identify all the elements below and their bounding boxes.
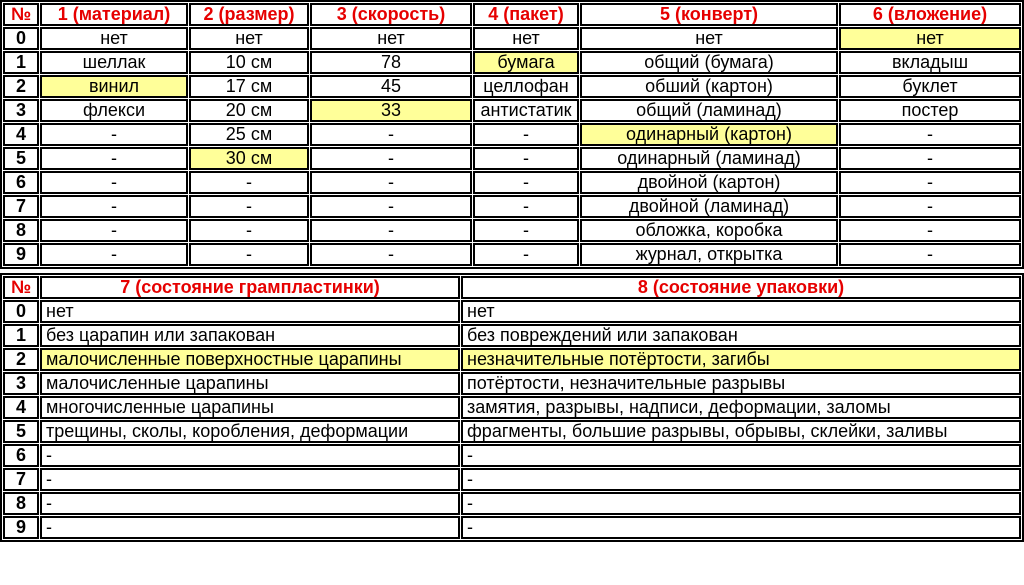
table-cell: - bbox=[461, 444, 1021, 467]
table-cell: 33 bbox=[310, 99, 472, 122]
table-cell: без повреждений или запакован bbox=[461, 324, 1021, 347]
table-cell: нет bbox=[189, 27, 309, 50]
row-number-cell: 6 bbox=[3, 171, 39, 194]
column-header: 4 (пакет) bbox=[473, 3, 579, 26]
table-cell: - bbox=[310, 195, 472, 218]
table-row bbox=[3, 396, 1021, 419]
header-row bbox=[3, 3, 1021, 26]
table-cell: одинарный (ламинад) bbox=[580, 147, 838, 170]
table-cell: - bbox=[189, 243, 309, 266]
table-cell: нет bbox=[40, 300, 460, 323]
row-number-cell: 2 bbox=[3, 348, 39, 371]
table-row bbox=[3, 516, 1021, 539]
table-cell: - bbox=[40, 219, 188, 242]
table-cell: 17 см bbox=[189, 75, 309, 98]
table-cell: - bbox=[839, 123, 1021, 146]
codes-table-top bbox=[0, 0, 1024, 269]
table-cell: нет bbox=[473, 27, 579, 50]
row-number-cell: 4 bbox=[3, 123, 39, 146]
table-row bbox=[3, 51, 1021, 74]
table-cell: 20 см bbox=[189, 99, 309, 122]
row-number-header: № bbox=[3, 276, 39, 299]
column-header: 1 (материал) bbox=[40, 3, 188, 26]
table-cell: целлофан bbox=[473, 75, 579, 98]
table-cell: - bbox=[473, 171, 579, 194]
header-row bbox=[3, 276, 1021, 299]
row-number-cell: 5 bbox=[3, 147, 39, 170]
row-number-cell: 0 bbox=[3, 27, 39, 50]
table-row bbox=[3, 27, 1021, 50]
column-header: 7 (состояние грампластинки) bbox=[40, 276, 460, 299]
table-cell: постер bbox=[839, 99, 1021, 122]
table-cell: - bbox=[473, 195, 579, 218]
row-number-cell: 5 bbox=[3, 420, 39, 443]
table-cell: - bbox=[473, 219, 579, 242]
table-row bbox=[3, 195, 1021, 218]
row-number-cell: 2 bbox=[3, 75, 39, 98]
table-cell: потёртости, незначительные разрывы bbox=[461, 372, 1021, 395]
table-cell: - bbox=[310, 171, 472, 194]
table-cell: - bbox=[189, 219, 309, 242]
table-cell: нет bbox=[310, 27, 472, 50]
table-row bbox=[3, 219, 1021, 242]
table-cell: - bbox=[40, 147, 188, 170]
table-cell: - bbox=[461, 492, 1021, 515]
table-cell: нет bbox=[461, 300, 1021, 323]
table-cell: общий (ламинад) bbox=[580, 99, 838, 122]
table-cell: обложка, коробка bbox=[580, 219, 838, 242]
table-cell: - bbox=[839, 171, 1021, 194]
table-cell: - bbox=[310, 147, 472, 170]
table-cell: - bbox=[40, 444, 460, 467]
table-cell: 45 bbox=[310, 75, 472, 98]
table-cell: незначительные потёртости, загибы bbox=[461, 348, 1021, 371]
row-number-cell: 6 bbox=[3, 444, 39, 467]
table-cell: 30 см bbox=[189, 147, 309, 170]
table-cell: малочисленные поверхностные царапины bbox=[40, 348, 460, 371]
table-cell: одинарный (картон) bbox=[580, 123, 838, 146]
row-number-cell: 8 bbox=[3, 492, 39, 515]
table-cell: - bbox=[40, 171, 188, 194]
table-cell: буклет bbox=[839, 75, 1021, 98]
table-cell: вкладыш bbox=[839, 51, 1021, 74]
row-number-cell: 0 bbox=[3, 300, 39, 323]
table-cell: нет bbox=[40, 27, 188, 50]
table-cell: общий (бумага) bbox=[580, 51, 838, 74]
table-cell: - bbox=[473, 147, 579, 170]
table-cell: нет bbox=[580, 27, 838, 50]
table-cell: - bbox=[310, 123, 472, 146]
row-number-header: № bbox=[3, 3, 39, 26]
table-cell: - bbox=[40, 468, 460, 491]
table-row bbox=[3, 171, 1021, 194]
row-number-cell: 1 bbox=[3, 51, 39, 74]
column-header: 2 (размер) bbox=[189, 3, 309, 26]
table-row bbox=[3, 75, 1021, 98]
table-cell: журнал, открытка bbox=[580, 243, 838, 266]
table-cell: флекси bbox=[40, 99, 188, 122]
table-cell: 10 см bbox=[189, 51, 309, 74]
table-row bbox=[3, 99, 1021, 122]
table-cell: 25 см bbox=[189, 123, 309, 146]
column-header: 3 (скорость) bbox=[310, 3, 472, 26]
row-number-cell: 9 bbox=[3, 516, 39, 539]
table-cell: фрагменты, большие разрывы, обрывы, склейки, заливы bbox=[461, 420, 1021, 443]
table-cell: - bbox=[189, 195, 309, 218]
table-row bbox=[3, 348, 1021, 371]
table-cell: - bbox=[40, 123, 188, 146]
row-number-cell: 9 bbox=[3, 243, 39, 266]
row-number-cell: 7 bbox=[3, 195, 39, 218]
table-cell: трещины, сколы, коробления, деформации bbox=[40, 420, 460, 443]
table-row bbox=[3, 372, 1021, 395]
table-row bbox=[3, 300, 1021, 323]
table-cell: - bbox=[40, 195, 188, 218]
table-cell: - bbox=[839, 147, 1021, 170]
row-number-cell: 1 bbox=[3, 324, 39, 347]
table-cell: - bbox=[473, 123, 579, 146]
table-cell: двойной (картон) bbox=[580, 171, 838, 194]
column-header: 5 (конверт) bbox=[580, 3, 838, 26]
table-cell: - bbox=[40, 516, 460, 539]
table-row bbox=[3, 123, 1021, 146]
row-number-cell: 7 bbox=[3, 468, 39, 491]
table-row bbox=[3, 324, 1021, 347]
table-row bbox=[3, 444, 1021, 467]
row-number-cell: 8 bbox=[3, 219, 39, 242]
table-cell: - bbox=[461, 468, 1021, 491]
table-row bbox=[3, 243, 1021, 266]
table-cell: обший (картон) bbox=[580, 75, 838, 98]
table-cell: - bbox=[473, 243, 579, 266]
table-cell: шеллак bbox=[40, 51, 188, 74]
row-number-cell: 3 bbox=[3, 372, 39, 395]
table-cell: - bbox=[461, 516, 1021, 539]
table-cell: - bbox=[310, 219, 472, 242]
table-row bbox=[3, 468, 1021, 491]
table-cell: двойной (ламинад) bbox=[580, 195, 838, 218]
table-cell: малочисленные царапины bbox=[40, 372, 460, 395]
table-cell: - bbox=[189, 171, 309, 194]
table-cell: без царапин или запакован bbox=[40, 324, 460, 347]
table-cell: - bbox=[310, 243, 472, 266]
table-cell: винил bbox=[40, 75, 188, 98]
table-row bbox=[3, 420, 1021, 443]
table-cell: 78 bbox=[310, 51, 472, 74]
table-cell: - bbox=[40, 492, 460, 515]
column-header: 6 (вложение) bbox=[839, 3, 1021, 26]
column-header: 8 (состояние упаковки) bbox=[461, 276, 1021, 299]
table-cell: бумага bbox=[473, 51, 579, 74]
row-number-cell: 3 bbox=[3, 99, 39, 122]
table-cell: - bbox=[839, 195, 1021, 218]
table-cell: многочисленные царапины bbox=[40, 396, 460, 419]
table-cell: - bbox=[40, 243, 188, 266]
table-cell: антистатик bbox=[473, 99, 579, 122]
table-row bbox=[3, 147, 1021, 170]
table-cell: - bbox=[839, 243, 1021, 266]
table-cell: замятия, разрывы, надписи, деформации, заломы bbox=[461, 396, 1021, 419]
condition-table-bottom bbox=[0, 273, 1024, 542]
table-cell: - bbox=[839, 219, 1021, 242]
table-row bbox=[3, 492, 1021, 515]
row-number-cell: 4 bbox=[3, 396, 39, 419]
table-cell: нет bbox=[839, 27, 1021, 50]
